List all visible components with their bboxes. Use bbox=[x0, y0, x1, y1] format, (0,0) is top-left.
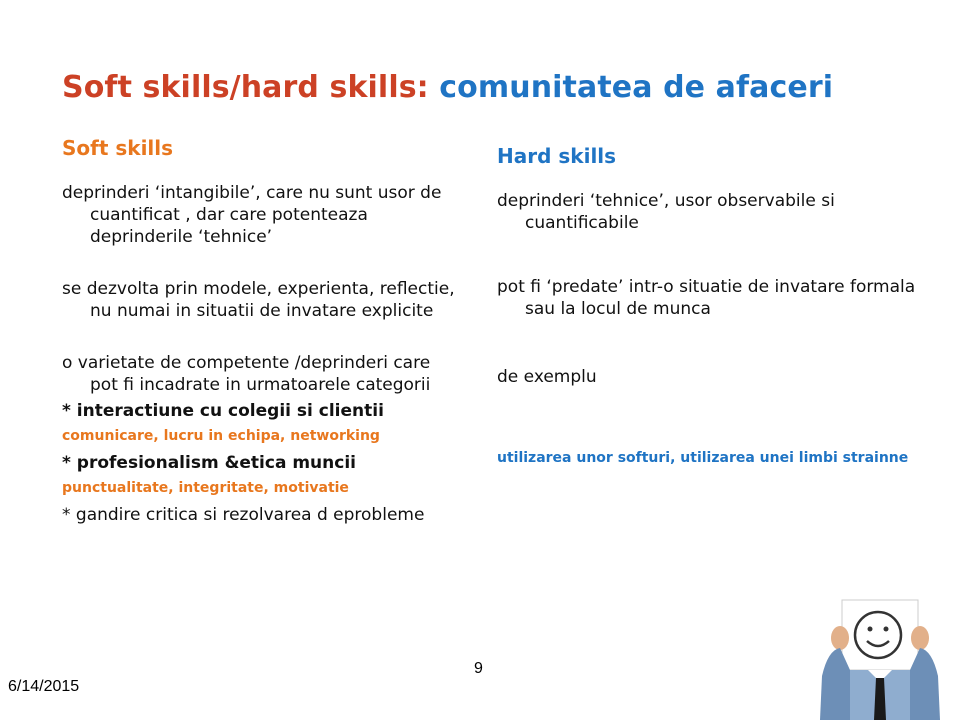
slide-title bbox=[62, 70, 833, 105]
category-interaction-examples: comunicare, lucru in echipa, networking bbox=[62, 428, 380, 444]
page-number: 9 bbox=[474, 660, 483, 677]
hard-skills-heading: Hard skills bbox=[497, 144, 617, 168]
slide-date: 6/14/2015 bbox=[8, 678, 80, 695]
hard-skills-column bbox=[497, 144, 917, 468]
title-part-soft-hard: Soft skills/hard skills: bbox=[62, 70, 440, 105]
hard-skills-examples: utilizarea unor softuri, utilizarea unei limbi strainne bbox=[497, 450, 909, 466]
category-professionalism: * profesionalism &etica muncii bbox=[62, 453, 356, 473]
person-holding-smiley-sign-icon bbox=[812, 598, 960, 720]
soft-skills-development: se dezvolta prin modele, experienta, reflectie, nu numai in situatii de invatare explicite bbox=[62, 279, 455, 321]
soft-skills-definition: deprinderi ‘intangibile’, care nu sunt usor de cuantificat , dar care potenteaza deprinderile ‘tehnice’ bbox=[62, 183, 442, 247]
category-critical-thinking: * gandire critica si rezolvarea d eprobleme bbox=[62, 505, 425, 525]
hard-skills-teaching: pot fi ‘predate’ intr-o situatie de invatare formala sau la locul de munca bbox=[497, 277, 916, 319]
title-part-business: comunitatea de afaceri bbox=[439, 70, 834, 105]
category-interaction: * interactiune cu colegii si clientii bbox=[62, 401, 384, 421]
hard-skills-definition: deprinderi ‘tehnice’, usor observabile si cuantificabile bbox=[497, 191, 835, 233]
category-professionalism-examples: punctualitate, integritate, motivatie bbox=[62, 480, 349, 496]
soft-skills-categories-intro: o varietate de competente /deprinderi care pot fi incadrate in urmatoarele categorii bbox=[62, 353, 431, 395]
soft-skills-heading: Soft skills bbox=[62, 136, 174, 160]
soft-skills-column bbox=[62, 136, 462, 526]
hard-skills-example-intro: de exemplu bbox=[497, 367, 597, 387]
